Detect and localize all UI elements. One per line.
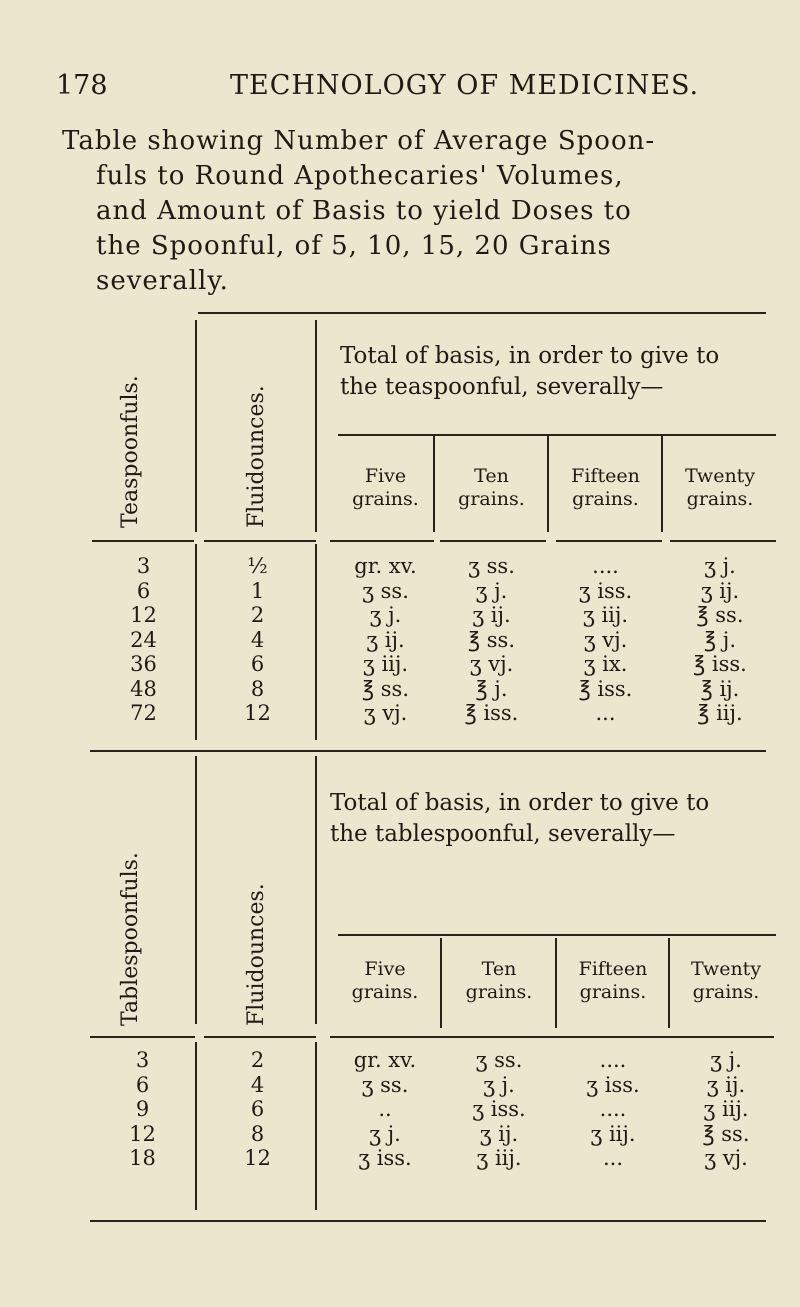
sub-header-line: grains. xyxy=(572,488,639,510)
column-rule xyxy=(195,1042,197,1210)
sub-header-line: grains. xyxy=(352,488,419,510)
twenty-grains-cell: ℥ ss. xyxy=(696,603,744,627)
ten-grains-cell: ʒ j. xyxy=(475,578,508,603)
sub-header-twenty xyxy=(671,958,781,1004)
sub-header-ten xyxy=(436,465,547,511)
group-header-line: the teaspoonful, severally— xyxy=(340,374,664,400)
group-header-line: Total of basis, in order to give to xyxy=(330,790,710,816)
ten-grains-cell: ʒ vj. xyxy=(469,652,514,676)
sub-header-line: Ten xyxy=(474,465,509,487)
table-rule xyxy=(338,434,776,436)
sub-header-line: Fifteen xyxy=(578,958,648,980)
column-rule xyxy=(315,1042,317,1210)
twenty-grains-cell: ʒ ij. xyxy=(706,1072,746,1097)
spoonfuls-cell: 12 xyxy=(129,1121,156,1146)
ten-grains-cell: ℥ j. xyxy=(475,676,508,701)
fluidounces-cell: 12 xyxy=(244,1146,271,1170)
five-grains-cell: ʒ j. xyxy=(369,603,402,627)
fluidounces-cell: 8 xyxy=(250,676,265,701)
ten-grains-cell: ʒ ij. xyxy=(472,603,511,627)
column-rule xyxy=(315,756,317,1024)
spoonfuls-cell: 48 xyxy=(130,676,157,701)
five-grains-cell: ʒ j. xyxy=(369,1121,401,1146)
column-rule xyxy=(668,938,670,1028)
page-number: 178 xyxy=(56,70,108,101)
column-rule xyxy=(315,544,317,740)
spoonfuls-cell: 3 xyxy=(136,554,151,578)
fifteen-grains-cell: ʒ iss. xyxy=(578,578,633,603)
sub-header-fifteen xyxy=(550,465,661,511)
fifteen-grains-cell: ... xyxy=(602,1146,624,1170)
sub-header-line: grains. xyxy=(465,981,533,1003)
fifteen-grains-cell: .... xyxy=(599,1097,627,1121)
fifteen-grains-cell: ʒ iij. xyxy=(590,1121,636,1146)
twenty-grains-cell: ʒ iij. xyxy=(703,1097,749,1121)
twenty-grains-cell: ʒ vj. xyxy=(704,1146,748,1170)
sub-header-line: grains. xyxy=(692,981,760,1003)
five-grains-cell: .. xyxy=(378,1097,392,1121)
sub-header-line: Five xyxy=(364,958,406,980)
running-title: TECHNOLOGY OF MEDICINES. xyxy=(230,70,700,101)
table-rule xyxy=(92,540,194,542)
fifteen-grains-cell: ℥ iss. xyxy=(578,676,633,701)
sub-header-line: grains. xyxy=(579,981,647,1003)
fluidounces-header: Fluidounces. xyxy=(244,883,269,1026)
table-rule xyxy=(440,540,546,542)
ten-grains-cell: ʒ iss. xyxy=(472,1097,526,1121)
running-head xyxy=(56,66,776,106)
title-line: Table showing Number of Average Spoon- xyxy=(62,126,656,156)
column-rule xyxy=(661,436,663,532)
fifteen-grains-cell: .... xyxy=(592,554,619,578)
sub-header-five xyxy=(338,465,433,511)
fifteen-grains-cell: ... xyxy=(595,701,616,725)
spoonfuls-cell: 9 xyxy=(135,1097,150,1121)
spoonfuls-cell: 36 xyxy=(130,652,157,676)
twenty-grains-cell: ʒ j. xyxy=(710,1048,742,1072)
title-line: and Amount of Basis to yield Doses to xyxy=(96,196,632,226)
ten-grains-cell: ℥ iss. xyxy=(464,701,519,725)
fluidounces-cell: 6 xyxy=(250,1097,265,1121)
table-rule xyxy=(338,934,776,936)
spoonfuls-cell: 12 xyxy=(130,603,157,627)
ten-grains-cell: ʒ j. xyxy=(483,1072,515,1097)
twenty-grains-cell: ℥ j. xyxy=(704,627,736,652)
column-rule xyxy=(195,756,197,1024)
column-rule xyxy=(315,320,317,532)
fluidounces-cell: 8 xyxy=(250,1121,265,1146)
spoonfuls-cell: 24 xyxy=(130,627,157,652)
group-header-line: Total of basis, in order to give to xyxy=(340,343,720,369)
fluidounces-cell: 12 xyxy=(244,701,271,725)
five-grains-cell: ʒ ss. xyxy=(362,578,409,603)
fluidounces-cell: 4 xyxy=(250,627,265,652)
five-grains-cell: ℥ ss. xyxy=(361,676,410,701)
sub-header-line: Ten xyxy=(481,958,517,980)
ten-grains-cell: ʒ ij. xyxy=(479,1121,519,1146)
table-rule xyxy=(198,312,766,314)
table-rule xyxy=(204,1036,316,1038)
twenty-grains-cell: ℥ iss. xyxy=(693,652,747,676)
fluidounces-cell: 4 xyxy=(250,1072,265,1097)
table-title xyxy=(56,124,796,299)
sub-header-line: grains. xyxy=(686,488,754,510)
title-line: severally. xyxy=(96,266,229,296)
sub-header-twenty xyxy=(664,465,776,511)
sub-header-line: Fifteen xyxy=(571,465,640,487)
ten-grains-cell: ʒ ss. xyxy=(475,1048,523,1072)
fluidounces-cell: 2 xyxy=(250,1048,265,1072)
fifteen-grains-cell: ʒ vj. xyxy=(583,627,628,652)
fluidounces-cell: ½ xyxy=(247,554,268,578)
basis-group-header xyxy=(330,788,776,850)
column-rule xyxy=(195,544,197,740)
sub-header-line: Twenty xyxy=(684,465,756,487)
ten-grains-cell: ℥ ss. xyxy=(467,627,516,652)
spoonfuls-cell: 6 xyxy=(136,578,151,603)
title-line: the Spoonful, of 5, 10, 15, 20 Grains xyxy=(96,231,612,261)
teaspoonfuls-header: Teaspoonfuls. xyxy=(118,375,143,528)
column-rule xyxy=(547,436,549,532)
spoonfuls-cell: 6 xyxy=(135,1072,150,1097)
spoonfuls-cell: 3 xyxy=(135,1048,150,1072)
table-rule xyxy=(90,1036,195,1038)
sub-header-line: Twenty xyxy=(690,958,762,980)
table-rule xyxy=(330,1036,774,1038)
column-rule xyxy=(555,938,557,1028)
basis-group-header xyxy=(340,341,776,403)
fifteen-grains-cell: .... xyxy=(599,1048,627,1072)
fluidounces-header: Fluidounces. xyxy=(244,385,269,528)
ten-grains-cell: ʒ ss. xyxy=(468,554,515,578)
sub-header-line: Five xyxy=(364,465,407,487)
spoonfuls-cell: 18 xyxy=(129,1146,156,1170)
column-rule xyxy=(433,436,435,532)
column-rule xyxy=(195,320,197,532)
fifteen-grains-cell: ʒ iss. xyxy=(586,1072,640,1097)
table-rule xyxy=(556,540,662,542)
five-grains-cell: ʒ iij. xyxy=(362,652,409,676)
fifteen-grains-cell: ʒ ix. xyxy=(583,652,628,676)
group-header-line: the tablespoonful, severally— xyxy=(330,821,676,847)
table-rule xyxy=(204,540,316,542)
ten-grains-cell: ʒ iij. xyxy=(476,1146,522,1170)
table-rule xyxy=(90,1220,766,1222)
fluidounces-cell: 6 xyxy=(250,652,265,676)
twenty-grains-cell: ℥ ij. xyxy=(700,676,740,701)
table-rule xyxy=(670,540,776,542)
five-grains-cell: ʒ ij. xyxy=(366,627,405,652)
column-rule xyxy=(440,938,442,1028)
sub-header-line: grains. xyxy=(351,981,419,1003)
five-grains-cell: ʒ ss. xyxy=(361,1072,409,1097)
five-grains-cell: gr. xv. xyxy=(353,1048,417,1072)
sub-header-line: grains. xyxy=(458,488,525,510)
spoonfuls-cell: 72 xyxy=(130,701,157,725)
twenty-grains-cell: ʒ ij. xyxy=(700,578,740,603)
twenty-grains-cell: ʒ j. xyxy=(704,554,736,578)
table-rule xyxy=(330,540,434,542)
twenty-grains-cell: ℥ iij. xyxy=(697,701,743,725)
fifteen-grains-cell: ʒ iij. xyxy=(582,603,629,627)
fluidounces-cell: 1 xyxy=(250,578,265,603)
five-grains-cell: gr. xv. xyxy=(354,554,417,578)
table-rule xyxy=(90,750,766,752)
fluidounces-cell: 2 xyxy=(250,603,265,627)
tablespoonfuls-header: Tablespoonfuls. xyxy=(118,852,143,1026)
twenty-grains-cell: ℥ ss. xyxy=(702,1121,750,1146)
sub-header-five xyxy=(330,958,440,1004)
title-line: fuls to Round Apothecaries' Volumes, xyxy=(96,161,624,191)
five-grains-cell: ʒ vj. xyxy=(363,701,408,725)
sub-header-ten xyxy=(443,958,555,1004)
five-grains-cell: ʒ iss. xyxy=(358,1146,412,1170)
sub-header-fifteen xyxy=(558,958,668,1004)
